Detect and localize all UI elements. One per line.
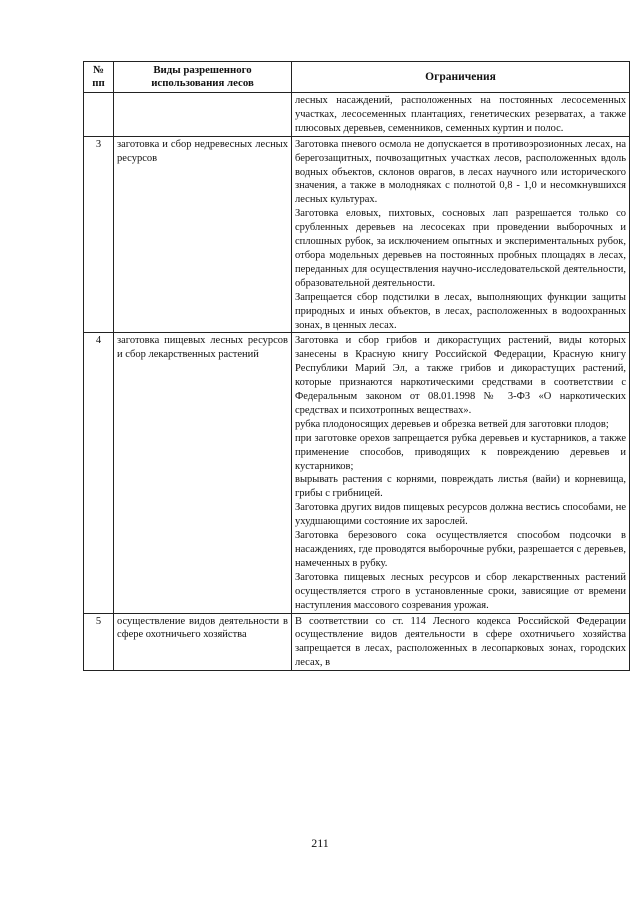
- table-header-row: [84, 62, 630, 93]
- cell-limits: [292, 333, 630, 613]
- cell-use-type: осуществление видов деятельности в сфере охотничьего хозяйства: [114, 613, 292, 671]
- limits-paragraph: В соответствии со ст. 114 Лесного кодекса Российской Федерации осуществление видов деятельности в сфере охотничьего хозяйства запрещается в лесах, расположенных в лесопарковых зонах, городских лесах, в: [295, 615, 626, 669]
- limits-paragraph: при заготовке орехов запрещается рубка деревьев и кустарников, а также применение способов, приводящих к повреждению деревьев и кустарников;: [295, 432, 626, 472]
- header-use-type-line1: Виды разрешенного: [153, 64, 252, 76]
- cell-use-type: [114, 93, 292, 137]
- limits-paragraph: Заготовка еловых, пихтовых, сосновых лап разрешается только со срубленных деревьев на лесосеках при проведении выборочных и сплошных рубок, за исключением опытных и экспериментальных рубок, отбора модельных деревьев на постоянных пробных площадях в лесах, переданных для осуществления научно-исследовательской деятельности, образовательной деятельности.: [295, 208, 626, 289]
- cell-number: 5: [84, 613, 114, 671]
- cell-limits: [292, 93, 630, 137]
- cell-number: 3: [84, 136, 114, 333]
- header-number-line1: №: [93, 64, 104, 76]
- limits-paragraph: Заготовка пневого осмола не допускается в противоэрозионных лесах, на берегозащитных, почвозащитных участках лесов, расположенных вдоль водных объектов, склонов оврагов, в лесах научного или исторического значения, а также в молодняках с полнотой 0,8 - 1,0 и несомкнувшихся лесных культурах.: [295, 138, 626, 206]
- header-use-type: [114, 62, 292, 93]
- limits-paragraph: Запрещается сбор подстилки в лесах, выполняющих функции защиты природных и иных объектов, в лесах, расположенных в водоохранных зонах, в ценных лесах.: [295, 291, 626, 331]
- table-row: [84, 136, 630, 333]
- header-limits: Ограничения: [292, 62, 630, 93]
- cell-number: [84, 93, 114, 137]
- header-use-type-line2: использования лесов: [151, 77, 254, 89]
- page-number: 211: [311, 836, 329, 850]
- table-row-continuation: [84, 93, 630, 137]
- table-row: [84, 333, 630, 613]
- limits-paragraph: Заготовка других видов пищевых ресурсов должна вестись способами, не ухудшающими состояние их зарослей.: [295, 502, 626, 528]
- cell-limits: [292, 136, 630, 333]
- cell-limits: [292, 613, 630, 671]
- cell-number: 4: [84, 333, 114, 613]
- table-row: [84, 613, 630, 671]
- limits-paragraph: Заготовка березового сока осуществляется способом подсочки в насаждениях, где проводятся выборочные рубки, разрешается с деревьев, намеченных в рубку.: [295, 530, 626, 569]
- cell-use-type: заготовка пищевых лесных ресурсов и сбор лекарственных растений: [114, 333, 292, 613]
- header-number: [84, 62, 114, 93]
- header-number-line2: пп: [92, 77, 105, 89]
- limits-paragraph: лесных насаждений, расположенных на постоянных лесосеменных участках, лесосеменных плантациях, генетических резерватах, а также плюсовых деревьев, семенников, семенных куртин и полос.: [295, 95, 626, 134]
- restrictions-table: [83, 61, 630, 671]
- limits-paragraph: Заготовка пищевых лесных ресурсов и сбор лекарственных растений осуществляется строго в установленные сроки, зависящие от времени наступления массового созревания урожая.: [295, 571, 626, 611]
- limits-paragraph: рубка плодоносящих деревьев и обрезка ветвей для заготовки плодов;: [295, 418, 609, 430]
- limits-paragraph: Заготовка и сбор грибов и дикорастущих растений, виды которых занесены в Красную книгу Российской Федерации, Красную книгу Республики Марий Эл, а также грибов и дикорастущих растений, которые признаются наркотическими средствами в соответствии с Федеральным законом от 08.01.1998 № 3-ФЗ «О наркотических средствах и психотропных веществах».: [295, 335, 626, 416]
- cell-use-type: заготовка и сбор недревесных лесных ресурсов: [114, 136, 292, 333]
- limits-paragraph: вырывать растения с корнями, повреждать листья (вайи) и корневища, грибы с грибницей.: [295, 474, 626, 500]
